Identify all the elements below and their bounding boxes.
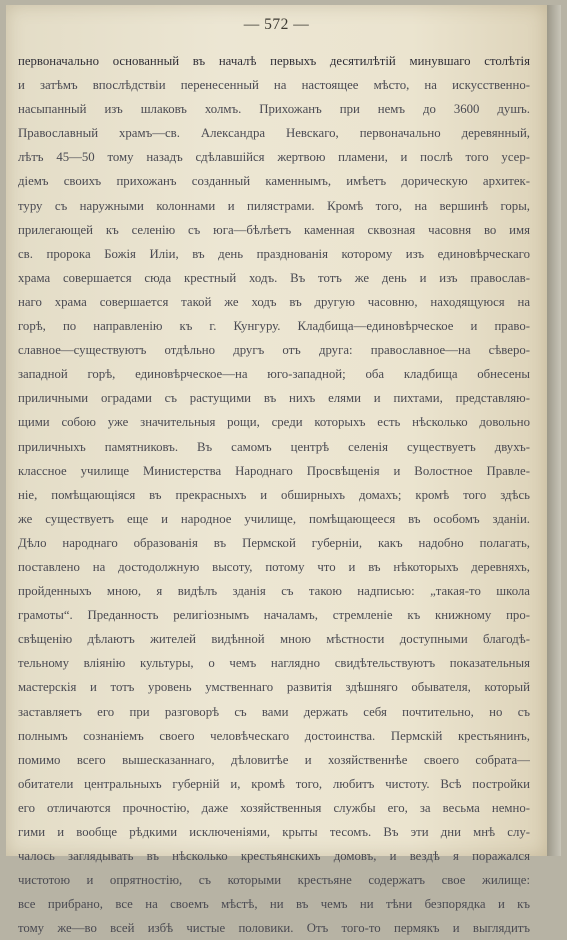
text-line: его отличаются прочностію, даже хозяйственныя службы его, за весьма немно- xyxy=(18,800,530,815)
text-line: чалось заглядывать въ нѣсколько крестьянскихъ домовъ, и вездѣ я поражался xyxy=(18,849,530,864)
text-line: наго храма совершается такой же ходъ въ другую часовню, находящуюся на xyxy=(18,294,530,309)
text-line: же существуетъ еще и народное училище, помѣщающееся въ особомъ зданіи. xyxy=(18,511,530,526)
text-line: и затѣмъ впослѣдствіи перенесенный на настоящее мѣсто, на искусственно- xyxy=(18,78,530,93)
text-line: западной горѣ, единовѣрческое—на юго-западной; оба кладбища обнесены xyxy=(18,367,530,382)
text-line: приличныхъ памятниковъ. Въ самомъ центрѣ селенія существуетъ двухъ- xyxy=(18,439,530,454)
text-line: заставляетъ его при разговорѣ съ вами держать себя почтительно, но съ xyxy=(18,704,530,719)
text-line: діемъ своихъ прихожанъ созданный каменнымъ, имѣетъ дорическую архитек- xyxy=(18,174,530,189)
page-body-text xyxy=(18,49,530,940)
text-line: горѣ, по направленію къ г. Кунгуру. Кладбища—единовѣрческое и право- xyxy=(18,319,530,334)
text-line: тому же—во всей избѣ чистые половики. Отъ того-то пермякъ и выглядитъ xyxy=(18,921,530,936)
text-line: ніе, помѣщающіяся въ прекрасныхъ и обширныхъ домахъ; кромѣ того здѣсь xyxy=(18,487,530,502)
text-line: полнымъ сознаніемъ своего человѣческаго достоинства. Пермскій крестьянинъ, xyxy=(18,728,530,743)
page-number: — 572 — xyxy=(243,16,310,33)
text-line: туру съ наружными колоннами и пилястрами. Кромѣ того, на вершинѣ горы, xyxy=(18,198,530,213)
text-line: насыпанный изъ шлаковъ холмъ. Прихожанъ при немъ до 3600 душъ. xyxy=(18,102,530,117)
book-page xyxy=(6,5,547,936)
text-line: свѣщенію дѣлаютъ жителей видѣнной мною мѣстности доступными благодѣ- xyxy=(18,632,530,647)
text-line: щими собою уже значительныя рощи, среди которыхъ есть нѣсколько довольно xyxy=(18,415,530,430)
text-line: мастерскія и тотъ уровень умственнаго развитія здѣшняго обывателя, который xyxy=(18,680,530,695)
text-line: лѣтъ 45—50 тому назадъ сдѣлавшійся жертвою пламени, и послѣ того усер- xyxy=(18,150,530,165)
text-line: чистотою и опрятностію, съ которыми крестьяне содержатъ свое жилище: xyxy=(18,873,530,888)
text-line: тельному вліянію культуры, о чемъ наглядно свидѣтельствуютъ показательныя xyxy=(18,656,530,671)
text-line: помимо всего вышесказаннаго, дѣловитѣе и хозяйственнѣе своего собрата— xyxy=(18,752,530,767)
text-line: св. пророка Божія Иліи, въ день празднованія которому изъ единовѣрческаго xyxy=(18,246,530,261)
text-line: грамоты“. Преданность религіознымъ началамъ, стремленіе къ книжному про- xyxy=(18,608,530,623)
text-line: приличными оградами съ растущими въ нихъ елями и пихтами, представляю- xyxy=(18,391,530,406)
text-line: храма совершается сюда крестный ходъ. Въ тотъ же день и изъ православ- xyxy=(18,270,530,285)
text-line: Дѣло народнаго образованія въ Пермской губерніи, какъ надобно полагать, xyxy=(18,535,530,550)
text-line: пройденныхъ мною, я видѣлъ зданія съ такою надписью: „такая-то школа xyxy=(18,584,530,599)
text-line: классное училище Министерства Народнаго Просвѣщенія и Волостное Правле- xyxy=(18,463,530,478)
text-line: гими и вообще рѣдкими исключеніями, крыты тесомъ. Въ эти дни мнѣ слу- xyxy=(18,825,530,839)
page-edge-shadow xyxy=(547,5,561,856)
text-line: славное—существуютъ отдѣльно другъ отъ друга: православное—на сѣверо- xyxy=(18,343,530,358)
text-line: обитатели центральныхъ губерній и, кромѣ того, любитъ чистоту. Всѣ постройки xyxy=(18,776,530,791)
text-line: прилегающей къ селенію съ юга—бѣлѣетъ каменная сквозная часовня во имя xyxy=(18,222,530,237)
text-line: все прибрано, все на своемъ мѣстѣ, ни въ чемъ ни тѣни безпорядка и къ xyxy=(18,897,530,912)
text-line: Православный храмъ—св. Александра Невскаго, первоначально деревянный, xyxy=(18,126,530,141)
text-line: первоначально основанный въ началѣ первыхъ десятилѣтій минувшаго столѣтія xyxy=(18,54,530,68)
text-line: поставлено на достодолжную высоту, потому что и въ нѣкоторыхъ деревняхъ, xyxy=(18,559,530,574)
